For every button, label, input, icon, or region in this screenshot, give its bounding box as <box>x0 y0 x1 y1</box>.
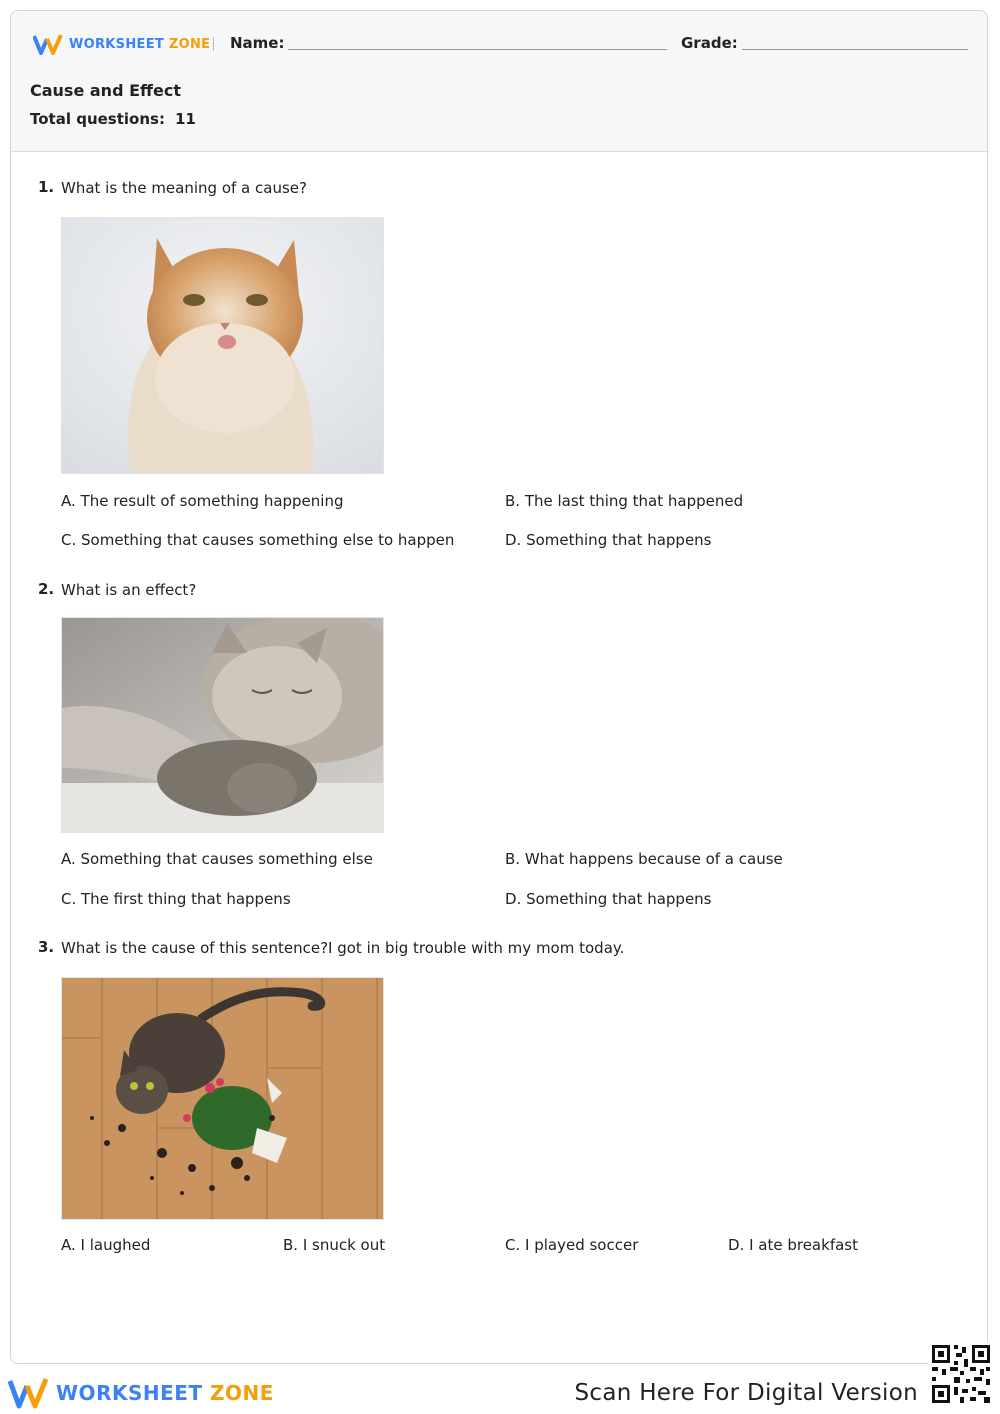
cat-with-broken-flowerpot-photo <box>62 978 384 1220</box>
question-1-image <box>61 217 384 474</box>
question-1-number: 1. <box>38 178 55 196</box>
name-field[interactable] <box>288 49 667 50</box>
question-3-option-d[interactable]: D. I ate breakfast <box>728 1236 858 1254</box>
worksheet-zone-logo-icon <box>33 33 63 55</box>
total-questions-label: Total questions: <box>30 110 165 128</box>
question-1-option-d[interactable]: D. Something that happens <box>505 531 712 549</box>
question-2-text: What is an effect? <box>61 581 197 599</box>
worksheet-zone-logo[interactable] <box>33 33 210 55</box>
header-divider <box>213 37 214 51</box>
question-2-option-c[interactable]: C. The first thing that happens <box>61 890 291 908</box>
worksheet-zone-logo-icon <box>8 1377 48 1409</box>
qr-code-icon[interactable] <box>928 1341 994 1407</box>
question-3-text: What is the cause of this sentence?I got in big trouble with my mom today. <box>61 939 625 957</box>
question-2-option-a[interactable]: A. Something that causes something else <box>61 850 373 868</box>
question-1-text: What is the meaning of a cause? <box>61 179 307 197</box>
mother-cat-cuddling-kitten-photo <box>62 618 384 833</box>
logo-wordmark: WORKSHEET ZONE <box>69 36 211 52</box>
question-3-option-c[interactable]: C. I played soccer <box>505 1236 639 1254</box>
question-3-option-b[interactable]: B. I snuck out <box>283 1236 386 1254</box>
total-questions-value: 11 <box>174 110 196 128</box>
question-2-image <box>61 617 384 833</box>
worksheet-header <box>11 11 987 152</box>
question-1-option-b[interactable]: B. The last thing that happened <box>505 492 744 510</box>
question-3-option-a[interactable]: A. I laughed <box>61 1236 151 1254</box>
question-2-option-d[interactable]: D. Something that happens <box>505 890 712 908</box>
footer-worksheet-zone-logo[interactable] <box>8 1376 274 1410</box>
worksheet-title: Cause and Effect <box>30 81 181 100</box>
question-1-option-a[interactable]: A. The result of something happening <box>61 492 344 510</box>
footer-logo-wordmark: WORKSHEET ZONE <box>56 1381 274 1405</box>
grade-label: Grade: <box>681 34 738 52</box>
question-3-number: 3. <box>38 938 55 956</box>
question-2-option-b[interactable]: B. What happens because of a cause <box>505 850 783 868</box>
cat-licking-lips-photo <box>62 218 384 474</box>
question-1-option-c[interactable]: C. Something that causes something else to happen <box>61 531 455 549</box>
grade-field[interactable] <box>742 49 968 50</box>
scan-instruction: Scan Here For Digital Version <box>574 1380 918 1406</box>
question-2-number: 2. <box>38 580 55 598</box>
question-3-image <box>61 977 384 1220</box>
total-questions <box>30 110 196 128</box>
worksheet-page <box>10 10 988 1364</box>
name-label: Name: <box>230 34 285 52</box>
